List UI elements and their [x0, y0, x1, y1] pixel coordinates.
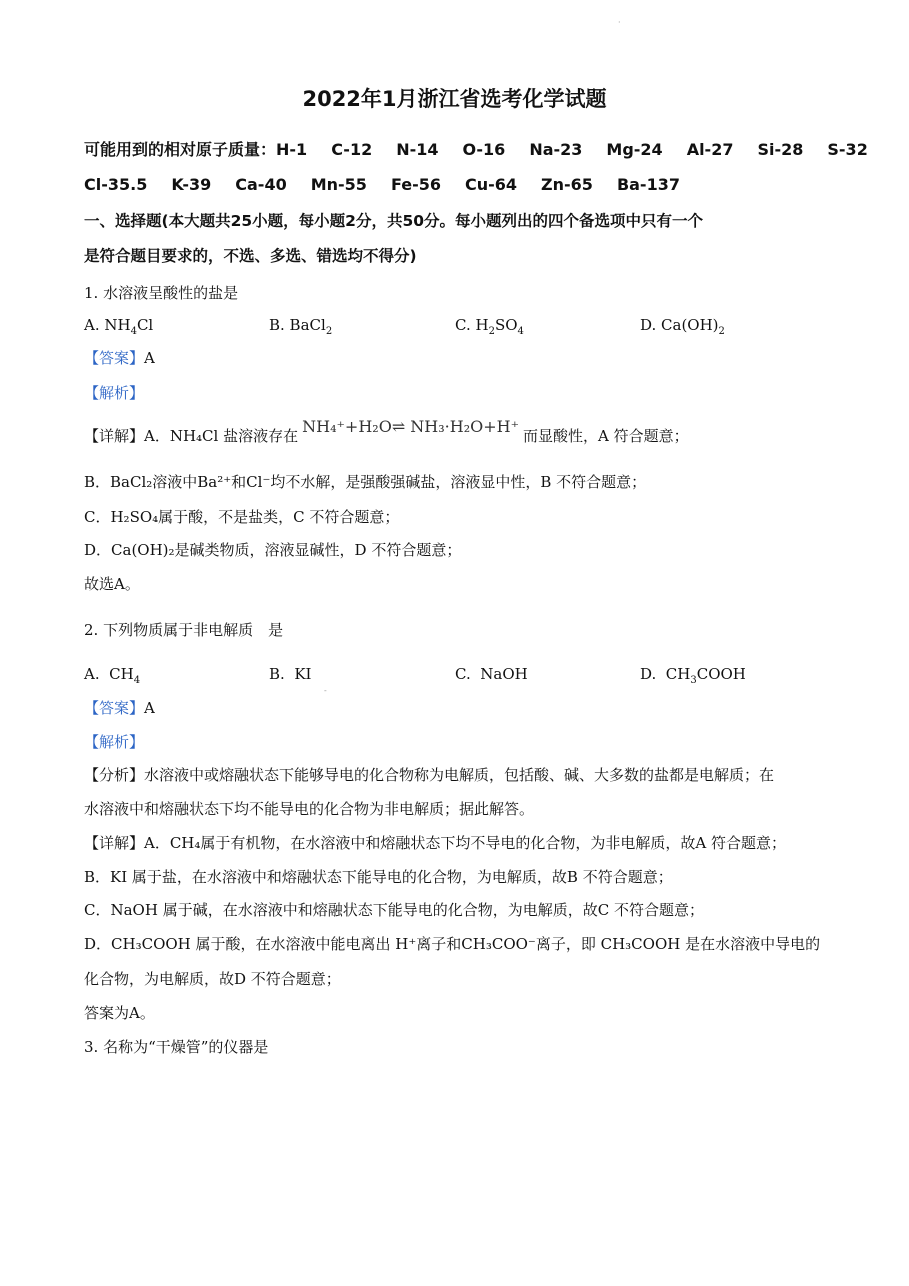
q1-detail-c: C．H₂SO₄属于酸，不是盐类，C 不符合题意； [84, 508, 400, 526]
masses-label: 可能用到的相对原子质量： [84, 140, 277, 159]
question-2-stem: 2. 下列物质属于非电解质 是 [84, 621, 284, 639]
page-title: 2022年1月浙江省选考化学试题 [302, 87, 607, 111]
question-3-stem: 3. 名称为“干燥管”的仪器是 [84, 1038, 269, 1056]
q2-answer: 【答案】A [84, 699, 155, 717]
q1-conclusion: 故选A。 [84, 575, 140, 593]
q2-detail-a: 【详解】A．CH₄属于有机物，在水溶液中和熔融状态下均不导电的化合物，为非电解质，故A 符合题意； [84, 834, 787, 852]
q2-detail-c: C．NaOH 属于碱，在水溶液中和熔融状态下能导电的化合物，为电解质，故C 不符合题意； [84, 901, 704, 919]
q1-option-a: A. $NH_4Cl$ [84, 316, 154, 337]
q1-option-b: B. BaCl$_2$ [269, 316, 333, 337]
q2-option-c: C. NaOH [455, 665, 528, 683]
q1-detail-b: B．BaCl₂溶液中Ba²⁺和Cl⁻均不水解，是强酸强碱盐，溶液显中性，B 不符合题意； [84, 473, 647, 491]
q2-option-b: B. KI [269, 665, 312, 683]
q1-detail-a: 【详解】A．NH₄Cl 盐溶液存在 NH₄⁺+H₂O⇌ NH₃·H₂O+H⁺ 而显酸性，A 符合题意； [84, 417, 689, 445]
q2-conclusion: 答案为A。 [84, 1004, 155, 1022]
q1-option-c: C. $H_2SO_4$ [455, 316, 524, 337]
q2-analysis-line2: 水溶液中和熔融状态下均不能导电的化合物为非电解质；据此解答。 [84, 800, 535, 818]
atomic-masses-line1: 可能用到的相对原子质量：H-1 C-12 N-14 O-16 Na-23 Mg-24 Al-27 Si-28 S-32 [84, 140, 868, 159]
header-mark: · [618, 18, 621, 27]
q1-analysis-tag: 【解析】 [84, 384, 145, 402]
section-heading-line1: 一、选择题(本大题共25小题，每小题2分，共50分。每小题列出的四个备选项中只有一个 [84, 212, 704, 230]
atomic-masses-line2: Cl-35.5 K-39 Ca-40 Mn-55 Fe-56 Cu-64 Zn-65 Ba-137 [84, 175, 680, 194]
footer-mark: - [324, 686, 327, 695]
q1-answer: 【答案】A [84, 349, 155, 367]
q2-detail-d-cont: 化合物，为电解质，故D 不符合题意； [84, 970, 341, 988]
q2-detail-d: D．CH₃COOH 属于酸，在水溶液中能电离出 H⁺离子和CH₃COO⁻离子，即 CH₃COOH 是在水溶液中导电的 [84, 935, 821, 953]
q2-analysis-tag: 【解析】 [84, 733, 145, 751]
section-heading-line2: 是符合题目要求的，不选、多选、错选均不得分) [84, 247, 417, 265]
question-1-stem: 1. 水溶液呈酸性的盐是 [84, 284, 239, 302]
q2-detail-b: B．KI 属于盐，在水溶液中和熔融状态下能导电的化合物，为电解质，故B 不符合题意； [84, 868, 673, 886]
hydrolysis-equation: NH₄⁺+H₂O⇌ NH₃·H₂O+H⁺ [302, 417, 520, 436]
q1-detail-d: D．Ca(OH)₂是碱类物质，溶液显碱性，D 不符合题意； [84, 541, 462, 559]
q2-analysis-line1: 【分析】水溶液中或熔融状态下能够导电的化合物称为电解质，包括酸、碱、大多数的盐都是电解质；在 [84, 766, 775, 784]
q2-option-a: A. $CH_4$ [84, 665, 141, 686]
q1-option-d: D. $Ca(OH)_2$ [640, 316, 725, 337]
q2-option-d: D. $CH_3COOH$ [640, 665, 746, 686]
